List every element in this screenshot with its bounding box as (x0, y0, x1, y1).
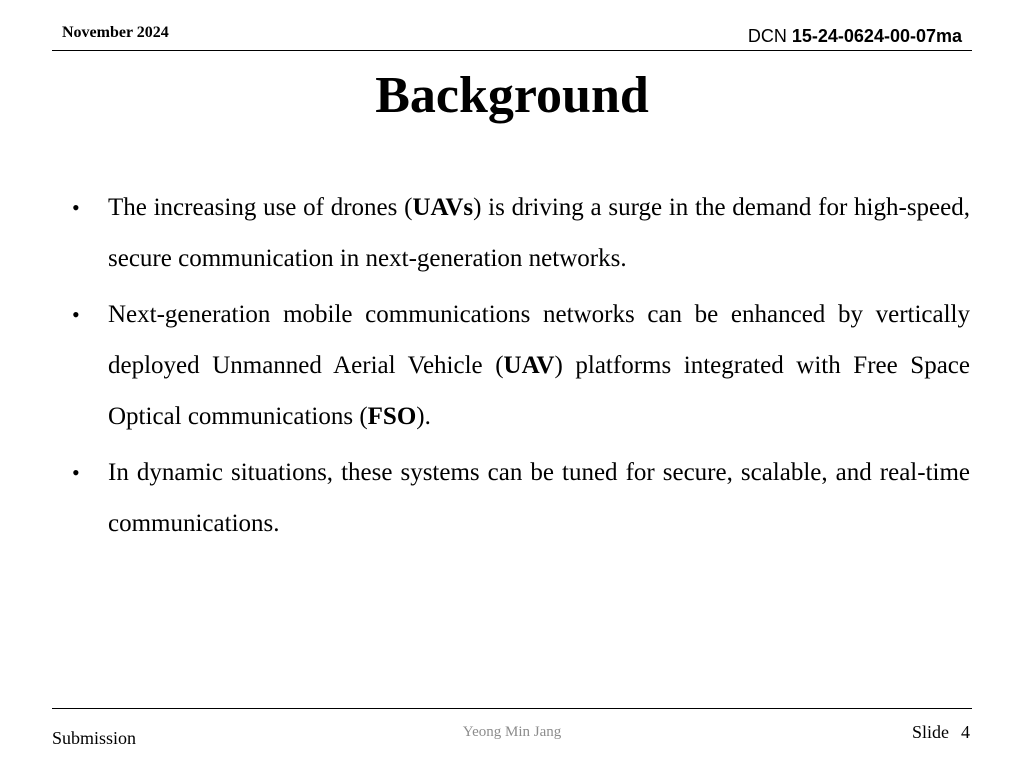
bullet-item (72, 289, 970, 442)
text-run-bold: UAVs (412, 194, 474, 221)
footer-divider (52, 708, 972, 709)
bullet-marker: • (72, 460, 80, 485)
dcn-prefix: DCN (747, 26, 787, 46)
header-divider (52, 50, 972, 51)
text-run: In dynamic situations, these systems can be tuned for secure, scalable, and real-time communications. (108, 459, 970, 537)
bullet-list (72, 182, 970, 554)
bullet-text (108, 182, 970, 284)
text-run: ) platforms integrated with Free Space Optical communications ( (108, 352, 970, 430)
bullet-item (72, 447, 970, 549)
header-dcn (748, 26, 962, 47)
text-run-bold: UAV (503, 352, 555, 379)
footer-submission: Submission (52, 728, 137, 748)
text-run: Next-generation mobile communications networks can be enhanced by vertically deployed Unmanned Aerial Vehicle ( (108, 301, 970, 379)
header-date: November 2024 (62, 24, 169, 41)
text-run: ) is driving a surge in the demand for high-speed, secure communication in next-generation networks. (108, 194, 970, 272)
text-run-bold: FSO (367, 403, 417, 430)
slide-label: Slide (911, 722, 949, 742)
dcn-number: 15-24-0624-00-07ma (791, 26, 962, 46)
text-run: The increasing use of drones ( (108, 194, 413, 221)
footer-author: Yeong Min Jang (462, 724, 562, 740)
bullet-marker: • (72, 302, 80, 327)
text-run: ). (416, 403, 431, 430)
slide-number: 4 (961, 722, 970, 742)
slide-title: Background (375, 67, 649, 124)
footer-slide-number (912, 722, 970, 743)
bullet-text (108, 447, 970, 549)
bullet-item (72, 182, 970, 284)
bullet-text (108, 289, 970, 442)
bullet-marker: • (72, 195, 80, 220)
